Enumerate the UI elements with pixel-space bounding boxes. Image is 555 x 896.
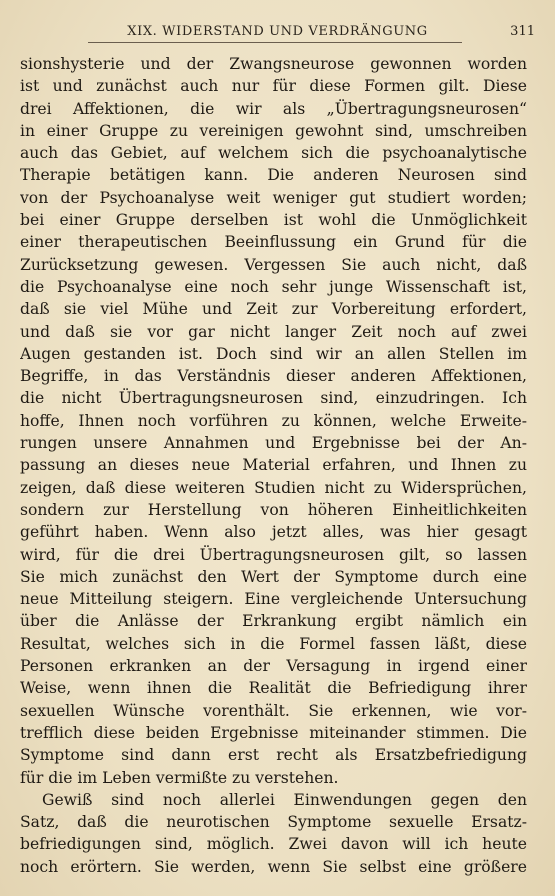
text-line: hoffe, Ihnen noch vorführen zu können, welche Erweite- <box>20 411 527 430</box>
paragraph-end-line: für die im Leben vermißte zu verstehen. <box>20 768 339 787</box>
text-line: Satz, daß die neurotischen Symptome sexuelle Ersatz- <box>20 813 527 832</box>
text-line: befriedigungen sind, möglich. Zwei davon will ich heute <box>20 835 527 854</box>
text-line: Sie mich zunächst den Wert der Symptome durch eine <box>20 567 527 586</box>
text-line: die nicht Übertragungsneurosen sind, einzudringen. Ich <box>20 389 527 408</box>
text-line: in einer Gruppe zu vereinigen gewohnt sind, umschreiben <box>20 121 527 140</box>
body-text <box>20 53 527 878</box>
page-number: 311 <box>510 24 535 39</box>
text-line: Symptome sind dann erst recht als Ersatzbefriedigung <box>20 746 527 765</box>
text-line: Resultat, welches sich in die Formel fassen läßt, diese <box>20 634 527 653</box>
text-line: bei einer Gruppe derselben ist wohl die Unmöglichkeit <box>20 211 527 230</box>
text-line: auch das Gebiet, auf welchem sich die psychoanalytische <box>20 144 527 163</box>
text-line: einer therapeutischen Beeinflussung ein Grund für die <box>20 233 527 252</box>
text-line: neue Mitteilung steigern. Eine vergleichende Untersuchung <box>20 590 527 609</box>
text-line: von der Psychoanalyse weit weniger gut studiert worden; <box>20 188 527 207</box>
text-line: Zurücksetzung gewesen. Vergessen Sie auch nicht, daß <box>20 255 527 274</box>
text-line: ist und zunächst auch nur für diese Formen gilt. Diese <box>20 77 527 96</box>
text-line: Begriffe, in das Verständnis dieser anderen Affektionen, <box>20 367 527 386</box>
text-line: geführt haben. Wenn also jetzt alles, was hier gesagt <box>20 523 527 542</box>
text-line: über die Anlässe der Erkrankung ergibt nämlich ein <box>20 612 527 631</box>
text-line: Therapie betätigen kann. Die anderen Neurosen sind <box>20 166 527 185</box>
text-line: wird, für die drei Übertragungsneurosen gilt, so lassen <box>20 545 527 564</box>
text-line: sexuellen Wünsche vorenthält. Sie erkennen, wie vor- <box>20 701 527 720</box>
text-line: passung an dieses neue Material erfahren, und Ihnen zu <box>20 456 527 475</box>
text-line: Weise, wenn ihnen die Realität die Befriedigung ihrer <box>20 679 527 698</box>
text-line: drei Affektionen, die wir als „Übertragungsneurosen“ <box>20 99 527 118</box>
text-line: Personen erkranken an der Versagung in irgend einer <box>20 657 527 676</box>
text-line: die Psychoanalyse eine noch sehr junge Wissenschaft ist, <box>20 277 527 296</box>
text-line: zeigen, daß diese weiteren Studien nicht zu Widersprüchen, <box>20 478 527 497</box>
text-line: daß sie viel Mühe und Zeit zur Vorbereitung erfordert, <box>20 300 527 319</box>
text-line: noch erörtern. Sie werden, wenn Sie selbst eine größere <box>20 857 527 876</box>
chapter-title: XIX. WIDERSTAND UND VERDRÄNGUNG <box>127 24 428 39</box>
text-line: und daß sie vor gar nicht langer Zeit noch auf zwei <box>20 322 527 341</box>
header-rule <box>88 42 462 43</box>
text-line: sionshysterie und der Zwangsneurose gewonnen worden <box>20 55 527 73</box>
text-line: Augen gestanden ist. Doch sind wir an allen Stellen im <box>20 344 527 363</box>
text-line: sondern zur Herstellung von höheren Einheitlichkeiten <box>20 500 527 519</box>
paragraph-start-line: Gewiß sind noch allerlei Einwendungen gegen den <box>42 790 527 809</box>
text-line: trefflich diese beiden Ergebnisse miteinander stimmen. Die <box>20 723 527 742</box>
text-line: rungen unsere Annahmen und Ergebnisse bei der An- <box>20 434 527 453</box>
